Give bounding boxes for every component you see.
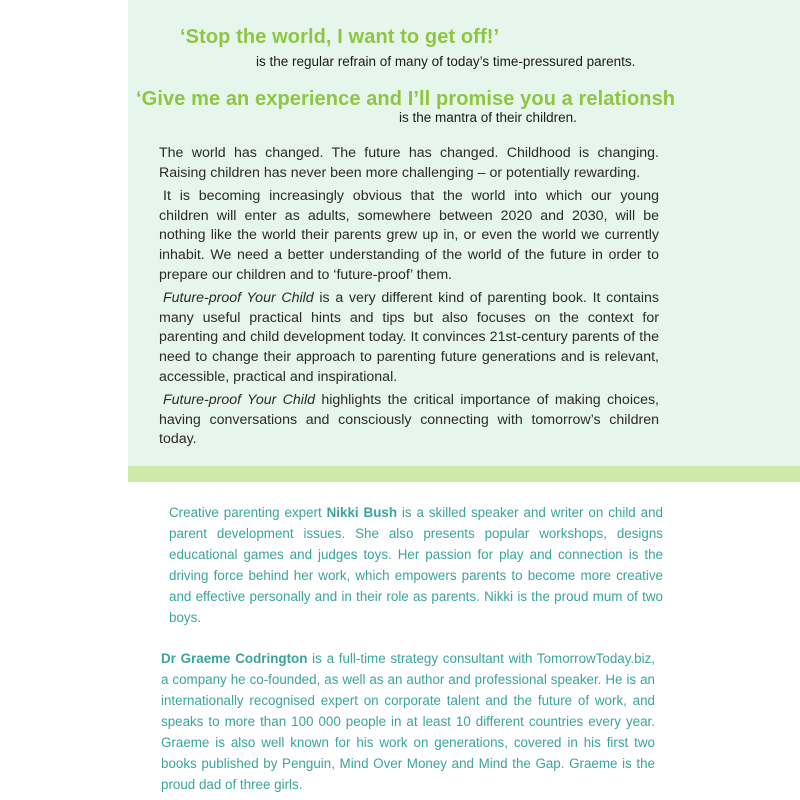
author-name: Nikki Bush <box>326 505 398 520</box>
bio-text: is a skilled speaker and writer on child and parent development issues. She also presents popular workshops, designs educational games and judges toys. Her passion for play and connection is the driving force behind her work, which empowers parents to become more creative and effective personally and in their role as parents. Nikki is the proud mum of two boys. <box>169 505 663 625</box>
author-bio-nikki-bush <box>161 502 663 628</box>
blurb-paragraph-3 <box>159 289 659 387</box>
blurb-body <box>159 144 659 454</box>
blurb-paragraph-1: The world has changed. The future has changed. Childhood is changing. Raising children has never been more challenging – or potentially rewarding. <box>159 145 659 181</box>
pull-quote-children-caption: is the mantra of their children. <box>399 110 577 125</box>
blurb-paragraph-3-text: is a very different kind of parenting book. It contains many useful practical hints and tips but also focuses on the context for parenting and child development today. It convinces 21st-century parents of the need to change their approach to parenting future generations and is relevant, accessible, practical and inspirational. <box>159 290 659 385</box>
pull-quote-children: ‘Give me an experience and I’ll promise you a relationsh <box>136 88 676 110</box>
blurb-paragraph-4-text: highlights the critical importance of making choices, having conversations and consciously connecting with tomorrow’s children today. <box>159 392 659 448</box>
section-divider <box>128 466 800 482</box>
bio-text: is a full-time strategy consultant with TomorrowToday.biz, a company he co-founded, as well as an author and professional speaker. He is an internationally recognised expert on corporate talent and the future of work, and speaks to more than 100 000 people in at least 10 different countries every year. Graeme is also well known for his work on generations, covered in his first two books published by Penguin, Mind Over Money and Mind the Gap. Graeme is the proud dad of three girls. <box>161 651 655 792</box>
blurb-panel <box>128 0 800 466</box>
book-title: Future-proof Your Child <box>163 392 315 409</box>
bio-intro: Creative parenting expert <box>169 505 327 520</box>
blurb-paragraph-2: It is becoming increasingly obvious that the world into which our young children will enter as adults, somewhere between 2020 and 2030, will be nothing like the world their parents grew up in, or even the world we currently inhabit. We need a better understanding of the world of the future in order to prepare our children and to ‘future-proof’ them. <box>159 188 659 283</box>
author-name: Dr Graeme Codrington <box>161 651 308 666</box>
pull-quote-parents-caption: is the regular refrain of many of today’s time-pressured parents. <box>256 54 636 69</box>
pull-quote-parents: ‘Stop the world, I want to get off!’ <box>180 26 500 48</box>
book-title: Future-proof Your Child <box>163 290 314 307</box>
blurb-paragraph-4 <box>159 391 659 450</box>
author-bio-graeme-codrington <box>161 648 655 795</box>
